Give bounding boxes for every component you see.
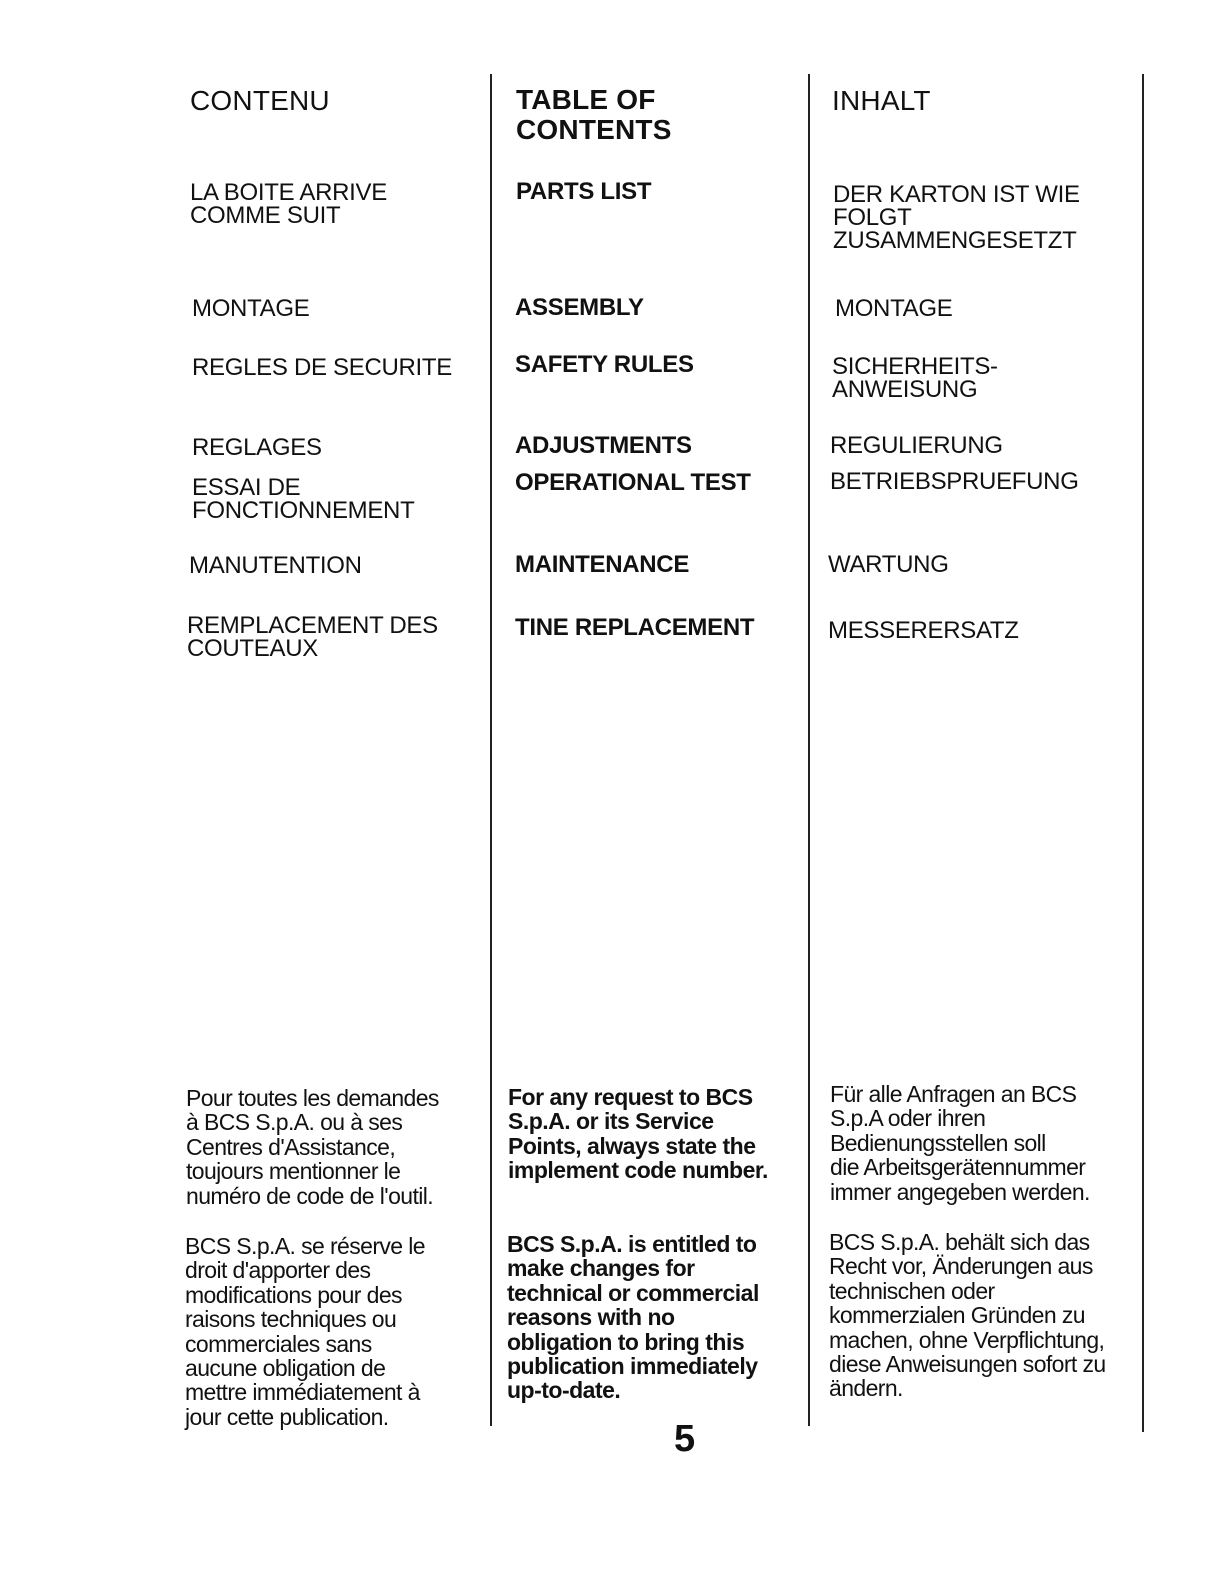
french-entry-adjustments: REGLAGES xyxy=(192,434,322,461)
german-entry-adjustments: REGULIERUNG xyxy=(830,432,1003,459)
english-entry-parts-list: PARTS LIST xyxy=(516,178,652,205)
french-entry-parts-list: LA BOITE ARRIVE COMME SUIT xyxy=(190,179,387,229)
english-entry-tine-replacement: TINE REPLACEMENT xyxy=(515,614,755,641)
german-entry-safety-rules: SICHERHEITS- ANWEISUNG xyxy=(832,353,998,403)
french-heading: CONTENU xyxy=(190,85,330,116)
german-heading: INHALT xyxy=(832,85,931,116)
french-entry-assembly: MONTAGE xyxy=(192,295,310,322)
english-entry-adjustments: ADJUSTMENTS xyxy=(515,432,692,459)
german-entry-operational-test: BETRIEBSPRUEFUNG xyxy=(830,468,1079,495)
english-note-code-number: For any request to BCS S.p.A. or its Service Points, always state the implement code number. xyxy=(508,1084,768,1184)
english-heading: TABLE OF CONTENTS xyxy=(516,84,672,145)
french-note-changes: BCS S.p.A. se réserve le droit d'apporter des modifications pour des raisons techniques ou commerciales sans aucune obligation de mettre immédiatement à jour cette publication. xyxy=(185,1233,425,1430)
english-entry-maintenance: MAINTENANCE xyxy=(515,551,690,578)
english-note-changes: BCS S.p.A. is entitled to make changes for technical or commercial reasons with no obligation to bring this publication immediately up-to-date. xyxy=(507,1231,759,1404)
column-divider-1 xyxy=(490,74,492,1426)
french-entry-maintenance: MANUTENTION xyxy=(189,552,362,579)
column-divider-2 xyxy=(808,74,810,1426)
german-entry-parts-list: DER KARTON IST WIE FOLGT ZUSAMMENGESETZT xyxy=(833,181,1080,254)
page-number: 5 xyxy=(674,1418,696,1460)
french-entry-tine-replacement: REMPLACEMENT DES COUTEAUX xyxy=(187,612,438,662)
german-entry-maintenance: WARTUNG xyxy=(828,551,949,578)
german-entry-tine-replacement: MESSERERSATZ xyxy=(828,617,1019,644)
column-divider-3 xyxy=(1142,74,1144,1432)
french-entry-operational-test: ESSAI DE FONCTIONNEMENT xyxy=(192,474,415,524)
english-entry-operational-test: OPERATIONAL TEST xyxy=(515,469,751,496)
english-entry-assembly: ASSEMBLY xyxy=(515,294,644,321)
french-entry-safety-rules: REGLES DE SECURITE xyxy=(192,354,452,381)
german-note-changes: BCS S.p.A. behält sich das Recht vor, Änderungen aus technischen oder kommerzialen Gründen zu machen, ohne Verpflichtung, diese Anweisungen sofort zu ändern. xyxy=(829,1229,1106,1402)
german-note-code-number: Für alle Anfragen an BCS S.p.A oder ihren Bedienungsstellen soll die Arbeitsgerätennummer immer angegeben werden. xyxy=(830,1081,1090,1205)
french-note-code-number: Pour toutes les demandes à BCS S.p.A. ou à ses Centres d'Assistance, toujours mentionner le numéro de code de l'outil. xyxy=(186,1085,439,1209)
german-entry-assembly: MONTAGE xyxy=(835,295,953,322)
english-entry-safety-rules: SAFETY RULES xyxy=(515,351,694,378)
